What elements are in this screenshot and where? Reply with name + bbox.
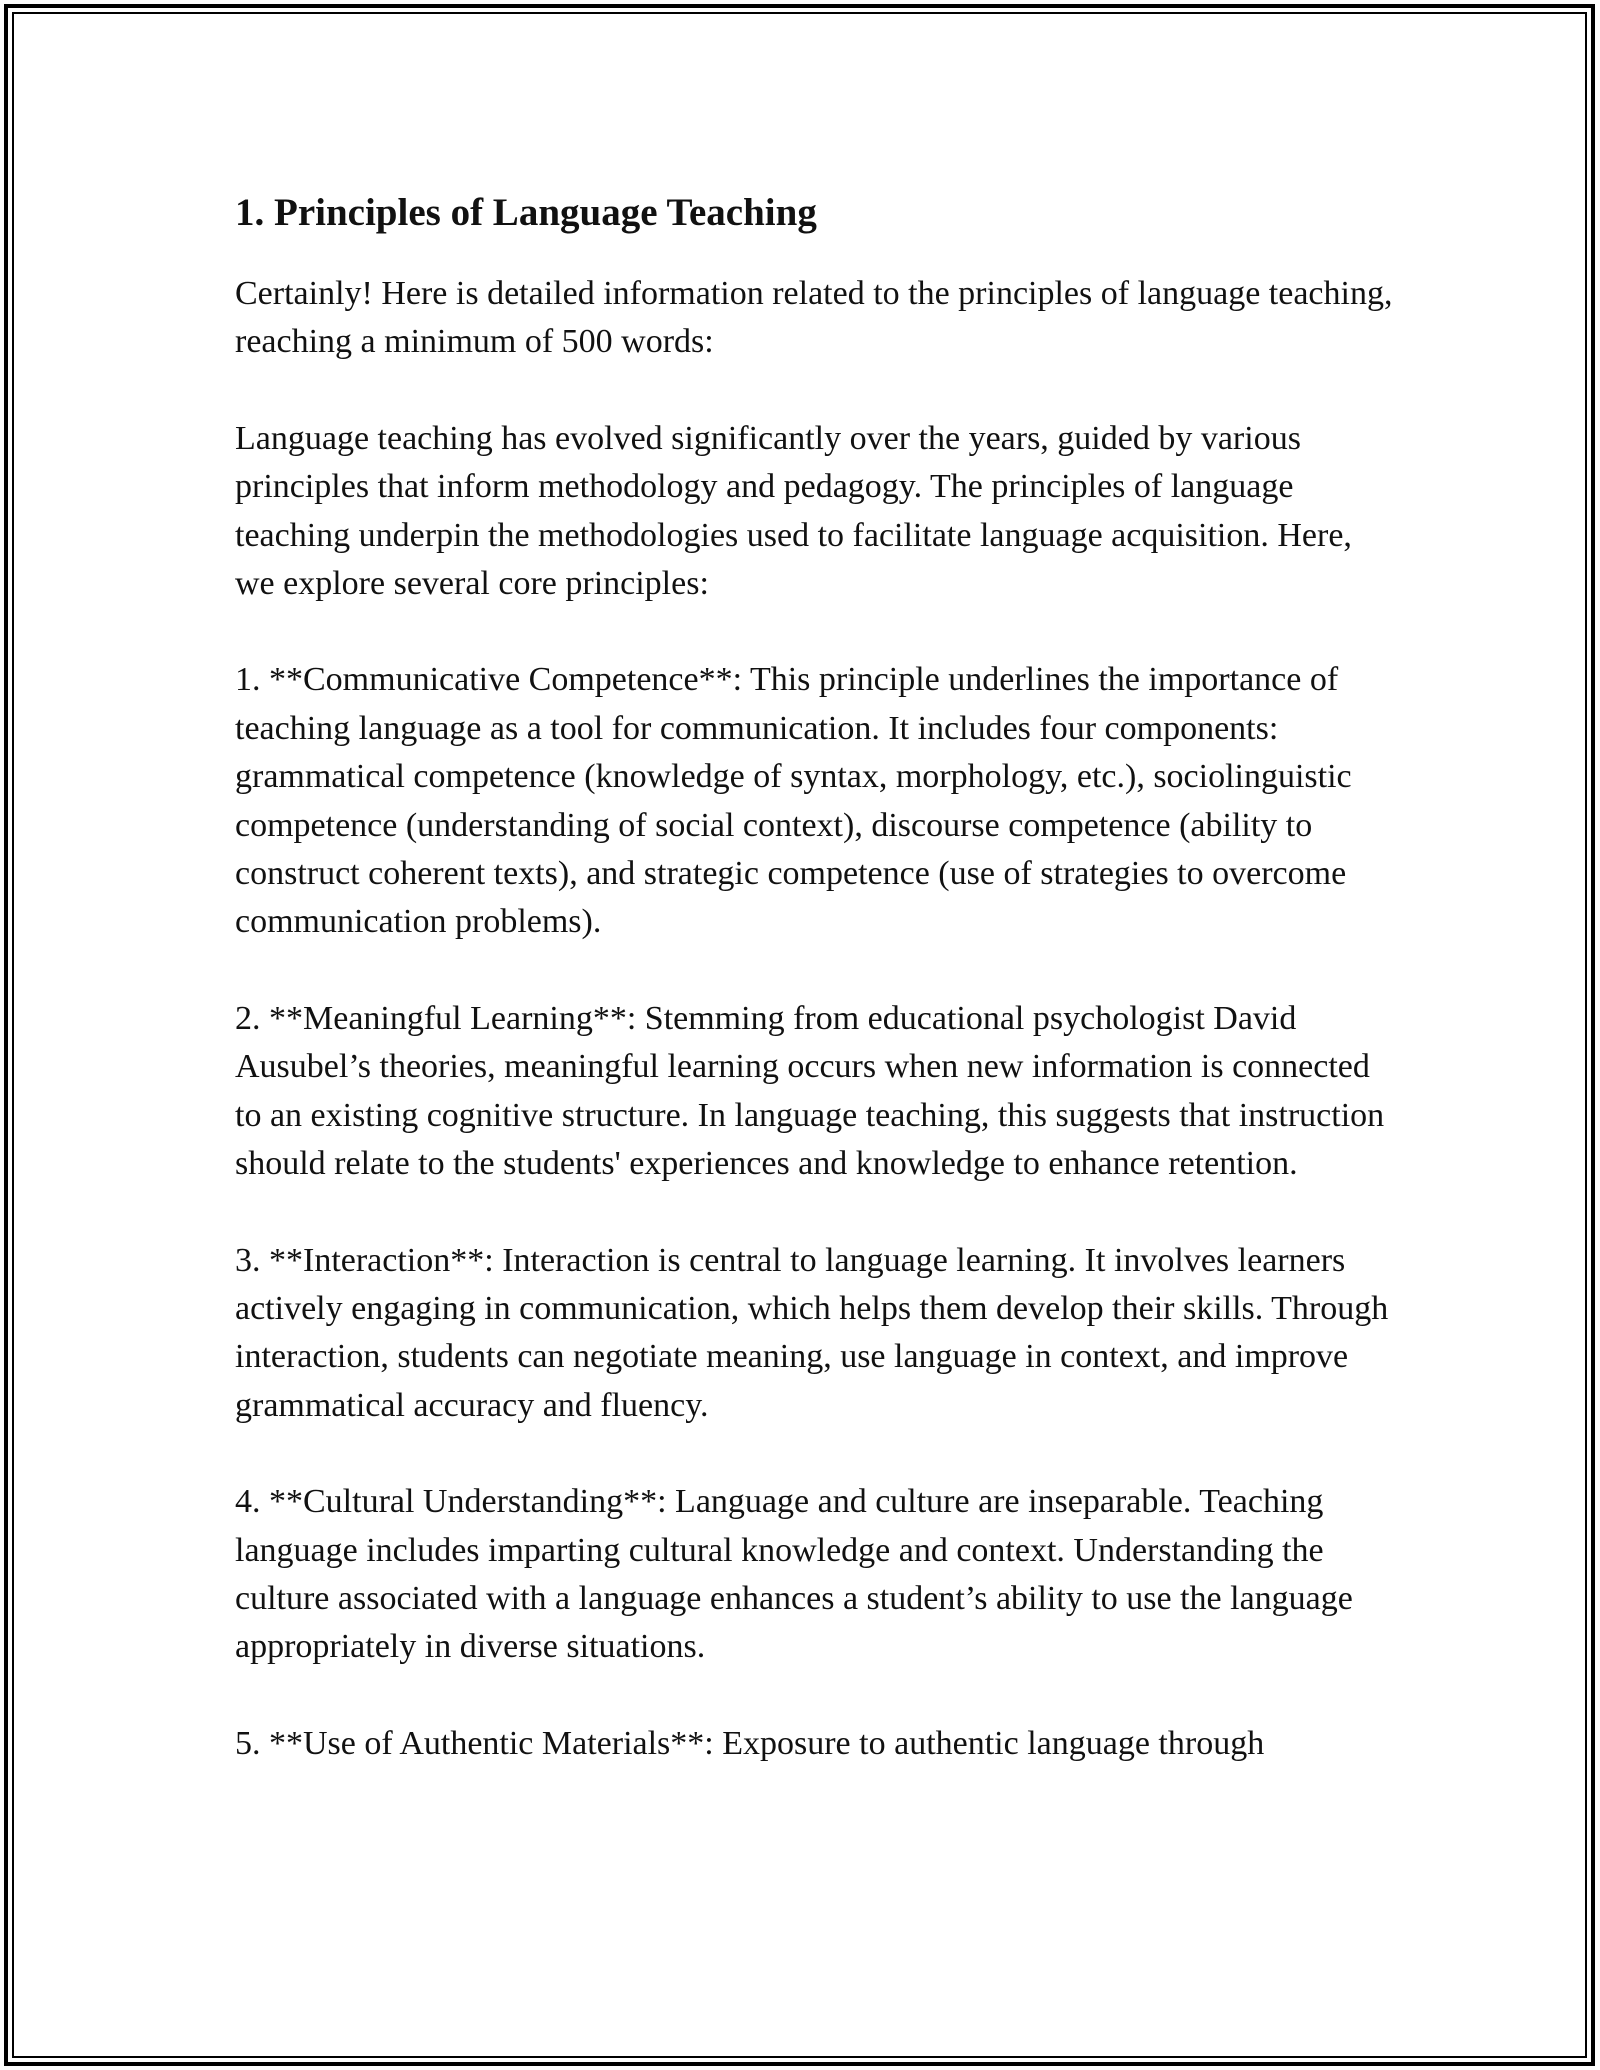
overview-paragraph: Language teaching has evolved significantly over the years, guided by various principles that inform methodology and pedagogy. The principles of language teaching underpin the methodologies used to facilitate language acquisition. Here, we explore several core principles: [235, 419, 1352, 603]
principle-interaction: 3. **Interaction**: Interaction is central to language learning. It involves learners actively engaging in communication, which helps them develop their skills. Through interaction, students can negotiate meaning, use language in context, and improve grammatical accuracy and fluency. [235, 1241, 1389, 1424]
section-heading: 1. Principles of Language Teaching [235, 191, 817, 234]
principle-authentic-materials: 5. **Use of Authentic Materials**: Exposure to authentic language through [235, 1724, 1265, 1762]
principle-meaningful-learning: 2. **Meaningful Learning**: Stemming from educational psychologist David Ausubel’s theories, meaningful learning occurs when new information is connected to an existing cognitive structure. In language teaching, this suggests that instruction should relate to the students' experiences and knowledge to enhance retention. [235, 999, 1385, 1183]
principle-communicative-competence: 1. **Communicative Competence**: This principle underlines the importance of teaching language as a tool for communication. It includes four components: grammatical competence (knowledge of syntax, morphology, etc.), sociolinguistic competence (understanding of social context), discourse competence (ability to construct coherent texts), and strategic competence (use of strategies to overcome communication problems). [235, 661, 1352, 941]
document-body [235, 184, 1395, 1768]
principle-cultural-understanding: 4. **Cultural Understanding**: Language and culture are inseparable. Teaching language includes imparting cultural knowledge and context. Understanding the culture associated with a language enhances a student’s ability to use the language appropriately in diverse situations. [235, 1483, 1353, 1666]
intro-paragraph: Certainly! Here is detailed information related to the principles of language teaching, reaching a minimum of 500 words: [235, 275, 1393, 361]
